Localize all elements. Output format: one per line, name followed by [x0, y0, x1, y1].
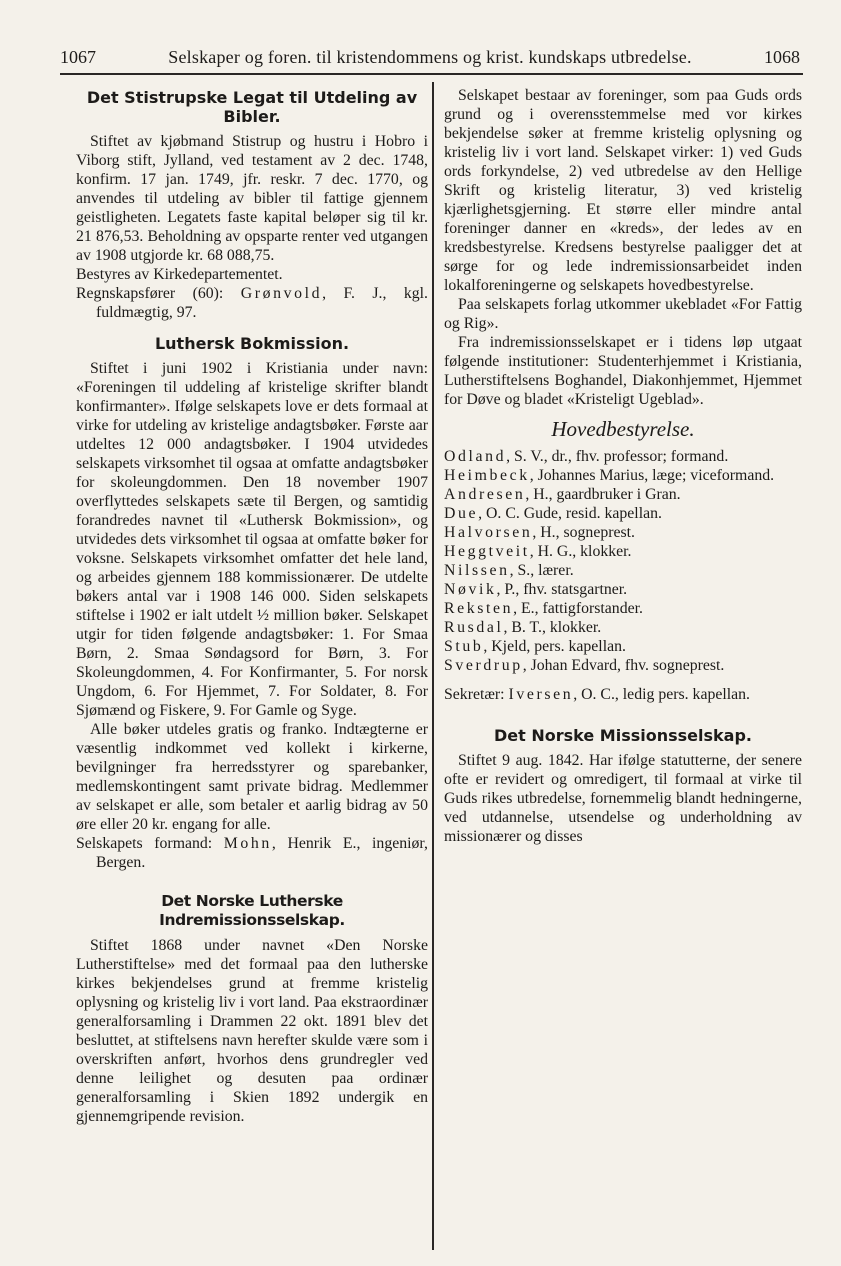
person-details: , Johan Edvard, fhv. sogneprest.: [522, 657, 725, 674]
person-details: , B. T., klokker.: [503, 619, 602, 636]
column-divider: [432, 82, 434, 1250]
person-details: , P., fhv. statsgartner.: [496, 581, 628, 598]
label: Selskapets formand:: [76, 835, 224, 852]
board-member: [444, 561, 802, 580]
paragraph: Stiftet 1868 under navnet «Den Norske Lutherstiftelse» med det formaal paa den lutherske kirkes bekjendelses grund at fremme kristelig oplysning og kristelig liv i vort land. Paa ekstraordinær generalforsamling i Drammen 22 okt. 1891 blev det besluttet, at stiftelsens navn herefter skulde være som i overskriften anført, hvorhos dens grundregler ved denne leilighet og desuten paa ordinær generalforsamling i Skien 1892 undergik en gjennemgripende revision.: [76, 937, 428, 1125]
board-list: [444, 447, 802, 675]
paragraph: Bestyres av Kirkedepartementet.: [76, 266, 283, 283]
section-heading-stistrup: Det Stistrupske Legat til Utdeling av Bibler.: [86, 88, 418, 126]
board-member: [444, 466, 802, 485]
person-details: , E., fattigforstander.: [513, 600, 643, 617]
person-details: , Johannes Marius, læge; viceformand.: [529, 467, 775, 484]
person-details: , Kjeld, pers. kapellan.: [483, 638, 626, 655]
label: Regnskapsfører (60):: [76, 285, 241, 302]
person-name: Andresen: [444, 486, 526, 503]
board-member: [444, 523, 802, 542]
person-name: Iversen: [508, 686, 574, 703]
person-name: Mohn: [223, 835, 272, 852]
paragraph: Selskapet bestaar av foreninger, som paa Guds ords grund og i overensstemmelse med vor kirkes bekjendelse søker at fremme kristelig oplysning og kristelig liv i vort land. Selskapet virker: 1) ved Guds ords forkyndelse, 2) ved utbredelse av den Hellige Skrift og kristelig literatur, 3) ved kristelig kjærlighetsgjerning. Et større eller mindre antal foreninger danner en «kreds», der ledes av en kredsbestyrelse. Kredsens bestyrelse paaligger det at sørge for og lede indremissionsarbeidet inden lokalforeningerne og selskapets hovedbestyrelse.: [444, 87, 802, 294]
running-title: Selskaper og foren. til kristendommens og krist. kundskaps utbredelse.: [168, 47, 692, 67]
paragraph: Stiftet 9 aug. 1842. Har ifølge statutterne, der senere ofte er revidert og omredigert, til formaal at virke til Guds rikes utbredelse, fornemmelig blandt hedningerne, ved utdannelse, utsendelse og underholdning av missionærer og disses: [444, 752, 802, 845]
paragraph: Stiftet av kjøbmand Stistrup og hustru i Hobro i Viborg stift, Jylland, ved testament av 2 dec. 1748, konfirm. 17 jan. 1749, jfr. reskr. 7 dec. 1770, og anvendes til utdeling av bibler til fattige gjennem geistligheten. Legatets faste kapital beløper sig til kr. 21 876,53. Beholdning av opsparte renter ved utgangen av 1908 utgjorde kr. 68 088,75.: [76, 133, 428, 264]
person-details: , H., sogneprest.: [532, 524, 635, 541]
secretary-line: [444, 685, 802, 704]
section-heading-missionsselskap: Det Norske Missionsselskap.: [494, 726, 752, 745]
person-name: Stub: [444, 638, 484, 655]
accountant-line: [76, 284, 428, 322]
person-name: Nøvik: [444, 581, 497, 598]
board-member: [444, 656, 802, 675]
person-name: Halvorsen: [444, 524, 533, 541]
page-header: [60, 46, 800, 70]
page-number-left: 1067: [60, 47, 96, 67]
right-column: [444, 86, 802, 846]
person-details: , H., gaardbruker i Gran.: [525, 486, 681, 503]
board-member: [444, 485, 802, 504]
person-name: Sverdrup: [444, 657, 523, 674]
board-member: [444, 599, 802, 618]
person-details: , S., lærer.: [509, 562, 574, 579]
paragraph: Alle bøker utdeles gratis og franko. Indtægterne er væsentlig indkommet ved kollekt i kirkerne, bevilgninger fra herredsstyrer og sparebanker, medlemskontingent samt private bidrag. Medlemmer av selskapet er alle, som betaler et aarlig bidrag av 50 øre eller 20 kr. engang for alle.: [76, 721, 428, 833]
page-number-right: 1068: [764, 47, 800, 67]
person-name: Due: [444, 505, 479, 522]
board-member: [444, 637, 802, 656]
person-name: Reksten: [444, 600, 514, 617]
person-details: , O. C., ledig pers. kapellan.: [573, 686, 751, 703]
person-details: , F. J., kgl. fuldmægtig, 97.: [96, 285, 429, 321]
person-name: Heggtveit: [444, 543, 530, 560]
paragraph: Paa selskapets forlag utkommer ukebladet «For Fattig og Rig».: [444, 296, 802, 332]
person-details: , Henrik E., ingeniør, Bergen.: [96, 835, 428, 871]
person-name: Odland: [444, 448, 507, 465]
person-name: Grønvold: [240, 285, 323, 302]
section-heading-bokmission: Luthersk Bokmission.: [154, 334, 350, 353]
board-member: [444, 504, 802, 523]
paragraph: Stiftet i juni 1902 i Kristiania under navn: «Foreningen til uddeling af kristelige skrifter blandt konfirmanter». Ifølge selskapets love er dets formaal at virke for utdeling av kristelige andagtsbøker. Første aar utdeltes 12 000 andagtsbøker. I 1904 utvidedes selskapets virksomhet til ogsaa at omfatte andagtsbøker for skoleungdommen. Den 18 november 1907 overflyttedes selskapets sæte til Bergen, og samtidig forandredes navnet til «Luthersk Bokmission», og utvidedes dets virksomhet til ogsaa at omfatte bøker for voksne. Selskapets virksomhet omfatter det hele land, og arbeides gjennem 188 kommissionærer. De utdelte bøkers antal var i 1908 146 000. Siden selskapets stiftelse i 1902 er ialt utdelt ½ million bøker. Selskapet utgir for tiden følgende andagtsbøker: 1. For Smaa Børn, 2. Smaa Søndagsord for Børn, 3. For Skoleungdommen, 4. For Konfirmanter, 5. For norsk Ungdom, 6. For Hjemmet, 7. For Soldater, 8. For Sjømænd og Fiskere, 9. For Gamle og Syge.: [76, 360, 428, 719]
chairman-line: [76, 834, 428, 872]
left-column: [76, 86, 428, 1126]
board-member: [444, 542, 802, 561]
board-member: [444, 618, 802, 637]
board-member: [444, 447, 802, 466]
board-heading: Hovedbestyrelse.: [551, 417, 695, 441]
person-name: Rusdal: [444, 619, 504, 636]
section-heading-indremission: Det Norske Lutherske Indremissionsselskap.: [159, 892, 345, 929]
paragraph: Fra indremissionsselskapet er i tidens løp utgaat følgende institutioner: Studenterhjemmet i Kristiania, Lutherstiftelsens Boghandel, Diakonhjemmet, Hjemmet for Døve og bladet «Kristeligt Ugeblad».: [444, 334, 802, 408]
label: Sekretær:: [444, 686, 509, 703]
person-name: Heimbeck: [444, 467, 530, 484]
person-name: Nilssen: [444, 562, 510, 579]
board-member: [444, 580, 802, 599]
header-rule: [60, 73, 803, 75]
person-details: , S. V., dr., fhv. professor; formand.: [506, 448, 729, 465]
person-details: , O. C. Gude, resid. kapellan.: [478, 505, 662, 522]
person-details: , H. G., klokker.: [529, 543, 632, 560]
